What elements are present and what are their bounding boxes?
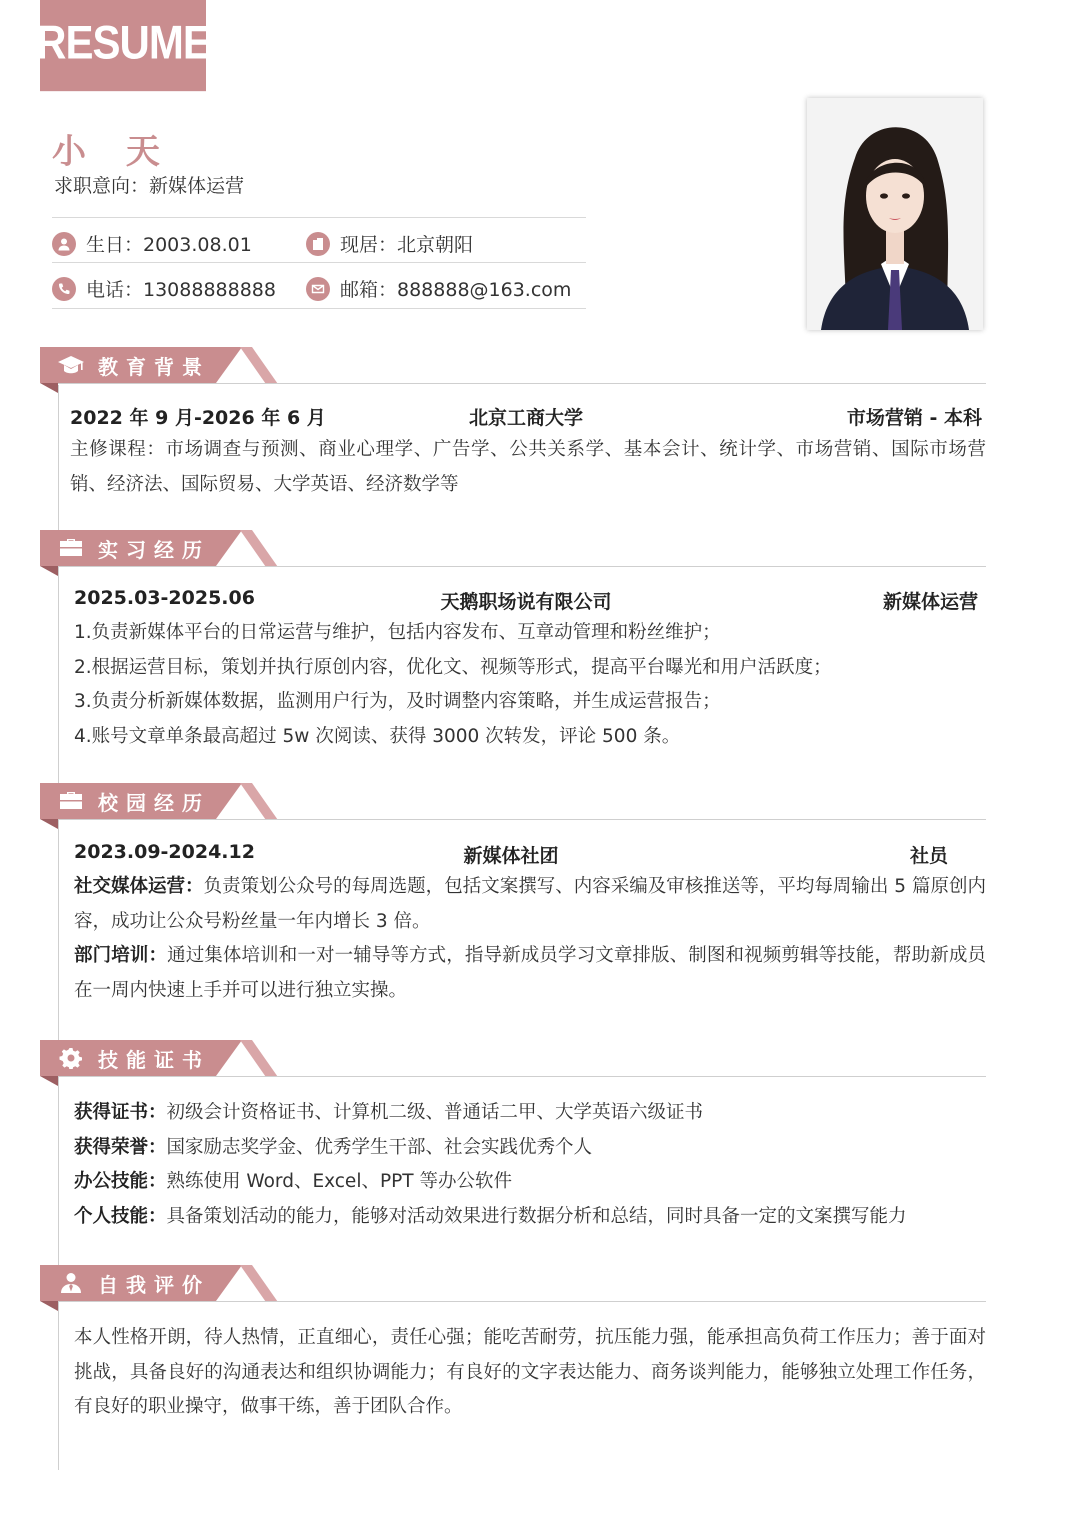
education-period: 2022 年 9 月-2026 年 6 月 [70,407,326,429]
internship-role: 新媒体运营 [882,591,978,613]
campus-role: 社员 [909,845,948,867]
item-text: 国家励志奖学金、优秀学生干部、社会实践优秀个人 [166,1136,593,1158]
item-text: 负责策划公众号的每周选题，包括文案撰写、内容采编及审核推送等，平均每周输出 5 篇原创内容，成功让公众号粉丝量一年内增长 3 倍。 [74,876,986,932]
self-eval-text: 本人性格开朗，待人热情，正直细心，责任心强；能吃苦耐劳，抗压能力强，能承担高负荷工作压力；善于面对挑战，具备良好的沟通表达和组织协调能力；有良好的文字表达能力、商务谈判能力，能够独立处理工作任务，有良好的职业操守，做事干练，善于团队合作。 [74,1327,986,1417]
section-header-campus [40,783,986,823]
list-item: 1.负责新媒体平台的日常运营与维护，包括内容发布、互章动管理和粉丝维护； [74,622,721,643]
info-email [306,275,571,302]
education-school: 北京工商大学 [468,407,583,429]
internship-company: 天鹅职场说有限公司 [440,591,612,613]
job-intent: 求职意向：新媒体运营 [54,175,245,197]
section-header-skills [40,1040,986,1080]
section-title-skills: 技能证书 [98,1047,210,1072]
section-header-internship [40,530,986,570]
item-label: 个人技能： [74,1205,167,1227]
education-courses: 主修课程：市场调查与预测、商业心理学、广告学、公共关系学、基本会计、统计学、市场营销、国际市场营销、经济法、国际贸易、大学英语、经济数学等 [70,439,986,495]
list-item [74,939,986,1008]
info-phone [52,275,276,302]
profile-photo [807,98,983,330]
list-item: 4.账号文章单条最高超过 5w 次阅读、获得 3000 次转发，评论 500 条。 [74,725,681,747]
list-item [74,870,986,939]
campus-activities [74,870,986,1008]
info-divider-top [52,217,586,218]
item-text: 初级会计资格证书、计算机二级、普通话二甲、大学英语六级证书 [166,1102,704,1123]
item-label: 办公技能： [74,1171,167,1192]
list-item: 2.根据运营目标，策划并执行原创内容，优化文、视频等形式，提高平台曝光和用户活跃度； [74,656,832,678]
section-title-self-eval: 自我评价 [98,1272,210,1297]
person-icon [52,232,76,256]
list-item [74,1165,990,1200]
resume-banner: RESUME [40,0,206,91]
item-label: 社交媒体运营： [74,876,204,897]
info-birthday [52,230,252,257]
info-residence [306,230,473,257]
briefcase-icon [58,790,84,812]
list-item [74,1096,990,1131]
item-label: 获得荣誉： [74,1136,167,1158]
gear-icon [58,1047,84,1069]
item-text: 具备策划活动的能力，能够对活动效果进行数据分析和总结，同时具备一定的文案撰写能力 [166,1205,907,1227]
item-label: 获得证书： [74,1102,167,1123]
section-header-education [40,347,986,387]
phone-text: 电话：13088888888 [86,279,276,301]
briefcase-icon [58,537,84,559]
info-divider-bottom [52,308,586,309]
campus-period: 2023.09-2024.12 [74,841,255,863]
section-title-campus: 校园经历 [98,790,210,815]
section-title-internship: 实习经历 [98,537,210,562]
candidate-name: 小 天 [52,132,174,172]
section-header-self-eval [40,1265,986,1305]
info-divider-middle [52,262,586,263]
birthday-text: 生日：2003.08.01 [86,234,252,256]
building-icon [306,232,330,256]
item-label: 部门培训： [74,945,168,966]
education-major: 市场营销 - 本科 [846,407,982,429]
residence-text: 现居：北京朝阳 [340,234,474,256]
user-tie-icon [58,1272,84,1294]
list-item: 3.负责分析新媒体数据，监测用户行为，及时调整内容策略，并生成运营报告； [74,691,721,712]
list-item [74,1131,990,1166]
item-text: 熟练使用 Word、Excel、PPT 等办公软件 [166,1171,512,1192]
item-text: 通过集体培训和一对一辅导等方式，指导新成员学习文章排版、制图和视频剪辑等技能，帮助新成员在一周内快速上手并可以进行独立实操。 [74,945,986,1001]
envelope-icon [306,277,330,301]
email-text: 邮箱：888888@163.com [340,279,572,301]
section-title-education: 教育背景 [98,354,210,379]
internship-duties [74,616,990,754]
campus-org: 新媒体社团 [463,845,559,867]
skills-list [74,1096,990,1234]
phone-icon [52,277,76,301]
internship-period: 2025.03-2025.06 [74,587,255,609]
list-item [74,1200,990,1235]
graduation-cap-icon [58,354,84,376]
